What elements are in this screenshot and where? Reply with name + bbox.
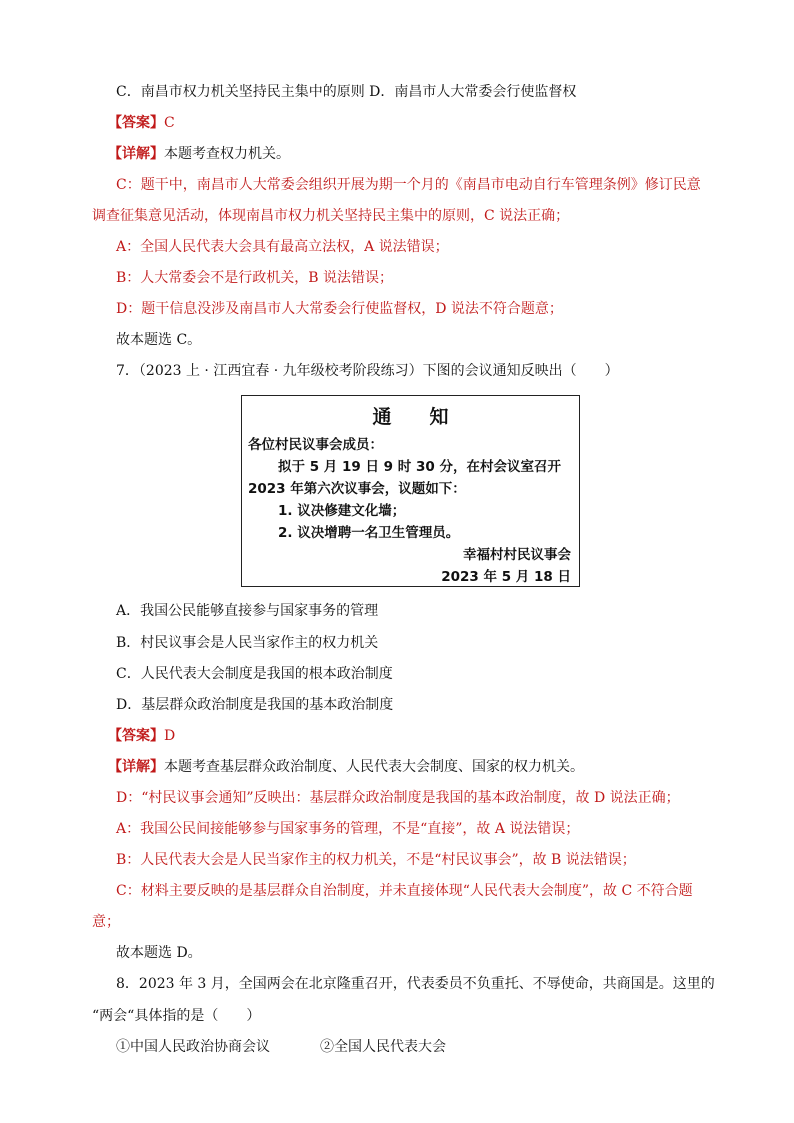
- q7-option-b: B．村民议事会是人民当家作主的权力机关: [116, 635, 379, 651]
- q7-explain-c-line1: C：材料主要反映的是基层群众自治制度，并未直接体现“人民代表大会制度”，故 C 不符合题: [116, 883, 693, 899]
- q7-explain-b: B：人民代表大会是人民当家作主的权力机关，不是“村民议事会”，故 B 说法错误；: [116, 852, 636, 868]
- notice-salutation: 各位村民议事会成员：: [248, 437, 383, 453]
- q7-explain-c-line2: 意；: [92, 914, 120, 930]
- prev-explain-c-line1: C：题干中，南昌市人大常委会组织开展为期一个月的《南昌市电动自行车管理条例》修订民意: [116, 177, 701, 193]
- prev-options-cd: C．南昌市权力机关坚持民主集中的原则 D．南昌市人大常委会行使监督权: [116, 84, 577, 100]
- prev-explain-a: A：全国人民代表大会具有最高立法权，A 说法错误；: [116, 239, 449, 255]
- notice-signature: 幸福村村民议事会: [463, 547, 571, 563]
- answer-value: D: [164, 728, 176, 744]
- q8-choice-2: ②全国人民代表大会: [320, 1039, 446, 1055]
- q7-stem: 7．（2023 上 · 江西宜春 · 九年级校考阶段练习）下图的会议通知反映出（ ）: [116, 363, 619, 379]
- prev-answer: [108, 113, 175, 133]
- notice-body-line2: 2023 年第六次议事会，议题如下：: [248, 481, 466, 497]
- prev-explain-d: D：题干信息没涉及南昌市人大常委会行使监督权，D 说法不符合题意；: [116, 301, 563, 317]
- prev-explain-c-line2: 调查征集意见活动，体现南昌市权力机关坚持民主集中的原则，C 说法正确；: [92, 208, 570, 224]
- q8-stem-line1: 8．2023 年 3 月，全国两会在北京隆重召开，代表委员不负重托、不辱使命，共商国是。这里的: [116, 976, 715, 992]
- prev-detail: [108, 144, 290, 164]
- q7-conclusion: 故本题选 D。: [116, 945, 202, 961]
- notice-item-1: 1. 议决修建文化墙；: [278, 503, 406, 519]
- q8-choice-1: ①中国人民政治协商会议: [116, 1039, 270, 1055]
- q7-option-d: D．基层群众政治制度是我国的基本政治制度: [116, 697, 394, 713]
- notice-title: 通知: [372, 406, 487, 428]
- q7-detail: [108, 757, 584, 777]
- detail-tag: 【详解】: [108, 146, 164, 162]
- answer-tag: 【答案】: [108, 728, 164, 744]
- answer-value: C: [164, 115, 175, 131]
- detail-intro: 本题考查权力机关。: [164, 146, 290, 162]
- q7-answer: [108, 726, 175, 746]
- q7-explain-a: A：我国公民间接能够参与国家事务的管理，不是“直接”，故 A 说法错误；: [116, 821, 580, 837]
- notice-date: 2023 年 5 月 18 日: [441, 569, 571, 585]
- notice-body-line1: 拟于 5 月 19 日 9 时 30 分，在村会议室召开: [278, 459, 561, 475]
- detail-intro: 本题考查基层群众政治制度、人民代表大会制度、国家的权力机关。: [164, 759, 584, 775]
- meeting-notice-image: [241, 395, 580, 587]
- q7-explain-d: D：“村民议事会通知”反映出：基层群众政治制度是我国的基本政治制度，故 D 说法正确；: [116, 790, 680, 806]
- prev-explain-b: B：人大常委会不是行政机关，B 说法错误；: [116, 270, 394, 286]
- q7-option-a: A．我国公民能够直接参与国家事务的管理: [116, 603, 379, 619]
- answer-tag: 【答案】: [108, 115, 164, 131]
- prev-conclusion: 故本题选 C。: [116, 332, 202, 348]
- detail-tag: 【详解】: [108, 759, 164, 775]
- notice-item-2: 2. 议决增聘一名卫生管理员。: [278, 525, 460, 541]
- q8-stem-line2: “两会“具体指的是（ ）: [92, 1008, 261, 1024]
- q7-option-c: C．人民代表大会制度是我国的根本政治制度: [116, 666, 393, 682]
